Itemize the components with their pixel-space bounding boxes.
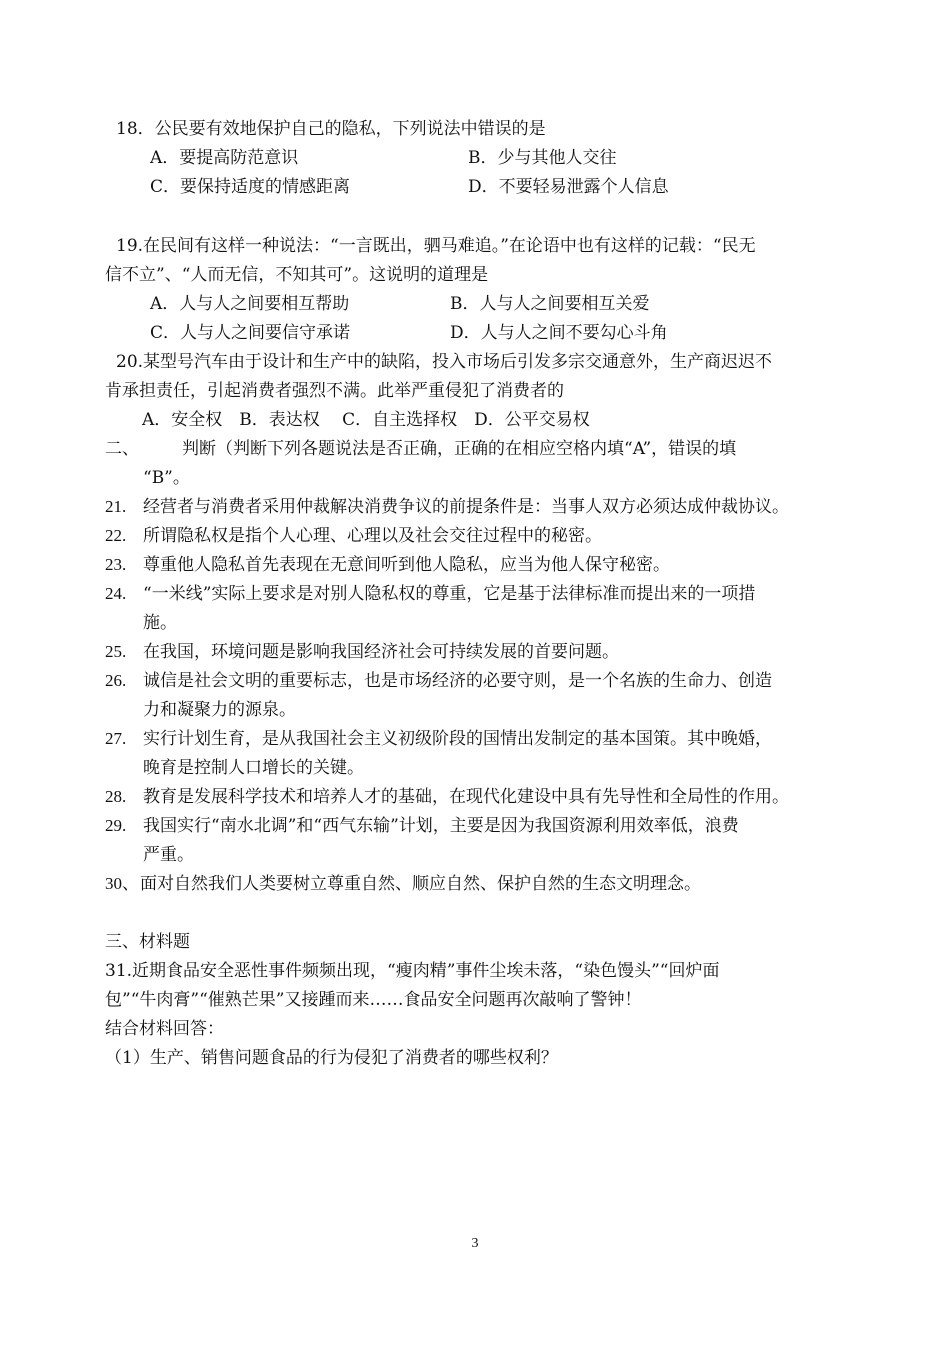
q18-option-d: D．不要轻易泄露个人信息 — [468, 177, 669, 197]
q31-prompt: 结合材料回答： — [105, 1019, 224, 1039]
j24-number: 24. — [105, 584, 127, 603]
j22-text: 所谓隐私权是指个人心理、心理以及社会交往过程中的秘密。 — [143, 526, 602, 546]
j28-text: 教育是发展科学技术和培养人才的基础，在现代化建设中具有先导性和全局性的作用。 — [143, 787, 789, 807]
j27-text-line2: 晚育是控制人口增长的关键。 — [143, 758, 364, 778]
j26-number: 26. — [105, 671, 127, 690]
j30-number: 30、 — [105, 874, 139, 893]
j27-text-line1: 实行计划生育，是从我国社会主义初级阶段的国情出发制定的基本国策。其中晚婚， — [143, 729, 772, 749]
q19-stem-line1: 19.在民间有这样一种说法：“一言既出，驷马难追。”在论语中也有这样的记载：“民无 — [116, 236, 756, 256]
section3-title: 三、材料题 — [105, 932, 190, 952]
section2-instruction-line1: 判断（判断下列各题说法是否正确，正确的在相应空格内填“A”，错误的填 — [182, 439, 737, 459]
j27-number: 27. — [105, 729, 127, 748]
q19-stem-line2: 信不立”、“人而无信，不知其可”。这说明的道理是 — [105, 265, 489, 285]
q20-options: A．安全权 B．表达权 C．自主选择权 D．公平交易权 — [142, 410, 590, 430]
j29-text-line1: 我国实行“南水北调”和“西气东输”计划，主要是因为我国资源利用效率低，浪费 — [143, 816, 739, 836]
q19-option-b: B．人与人之间要相互关爱 — [450, 294, 650, 314]
j22-number: 22. — [105, 526, 127, 545]
section2-number: 二、 — [105, 439, 139, 459]
section2-instruction-line2: “B”。 — [143, 468, 190, 488]
q20-stem-line2: 肯承担责任，引起消费者强烈不满。此举严重侵犯了消费者的 — [105, 381, 564, 401]
j28-number: 28. — [105, 787, 127, 806]
q19-option-a: A．人与人之间要相互帮助 — [150, 294, 350, 314]
j25-text: 在我国，环境问题是影响我国经济社会可持续发展的首要问题。 — [143, 642, 619, 662]
q19-option-d: D．人与人之间不要勾心斗角 — [450, 323, 668, 343]
j26-text-line2: 力和凝聚力的源泉。 — [143, 700, 296, 720]
q31-text-line1: 31.近期食品安全恶性事件频频出现，“瘦肉精”事件尘埃未落，“染色馒头”“回炉面 — [105, 961, 720, 981]
j26-text-line1: 诚信是社会文明的重要标志，也是市场经济的必要守则，是一个名族的生命力、创造 — [143, 671, 772, 691]
q18-option-a: A．要提高防范意识 — [150, 148, 299, 168]
q18-option-c: C．要保持适度的情感距离 — [150, 177, 351, 197]
q19-option-c: C．人与人之间要信守承诺 — [150, 323, 351, 343]
j25-number: 25. — [105, 642, 127, 661]
j21-text: 经营者与消费者采用仲裁解决消费争议的前提条件是：当事人双方必须达成仲裁协议。 — [143, 497, 789, 517]
j23-number: 23. — [105, 555, 127, 574]
j30-text: 面对自然我们人类要树立尊重自然、顺应自然、保护自然的生态文明理念。 — [140, 874, 701, 894]
q31-subquestion-1: （1）生产、销售问题食品的行为侵犯了消费者的哪些权利？ — [105, 1048, 558, 1068]
j21-number: 21. — [105, 497, 127, 516]
q18-option-b: B．少与其他人交往 — [468, 148, 617, 168]
j24-text-line1: “一米线”实际上要求是对别人隐私权的尊重，它是基于法律标准而提出来的一项措 — [143, 584, 756, 604]
q18-stem: 18．公民要有效地保护自己的隐私，下列说法中错误的是 — [116, 119, 546, 139]
j29-number: 29. — [105, 816, 127, 835]
q20-stem-line1: 20.某型号汽车由于设计和生产中的缺陷，投入市场后引发多宗交通意外，生产商迟迟不 — [116, 352, 773, 372]
page-number: 3 — [471, 1236, 479, 1251]
j24-text-line2: 施。 — [143, 613, 177, 633]
q31-text-line2: 包”“牛肉膏”“催熟芒果”又接踵而来……食品安全问题再次敲响了警钟！ — [105, 990, 642, 1010]
j29-text-line2: 严重。 — [143, 845, 194, 865]
j23-text: 尊重他人隐私首先表现在无意间听到他人隐私，应当为他人保守秘密。 — [143, 555, 670, 575]
